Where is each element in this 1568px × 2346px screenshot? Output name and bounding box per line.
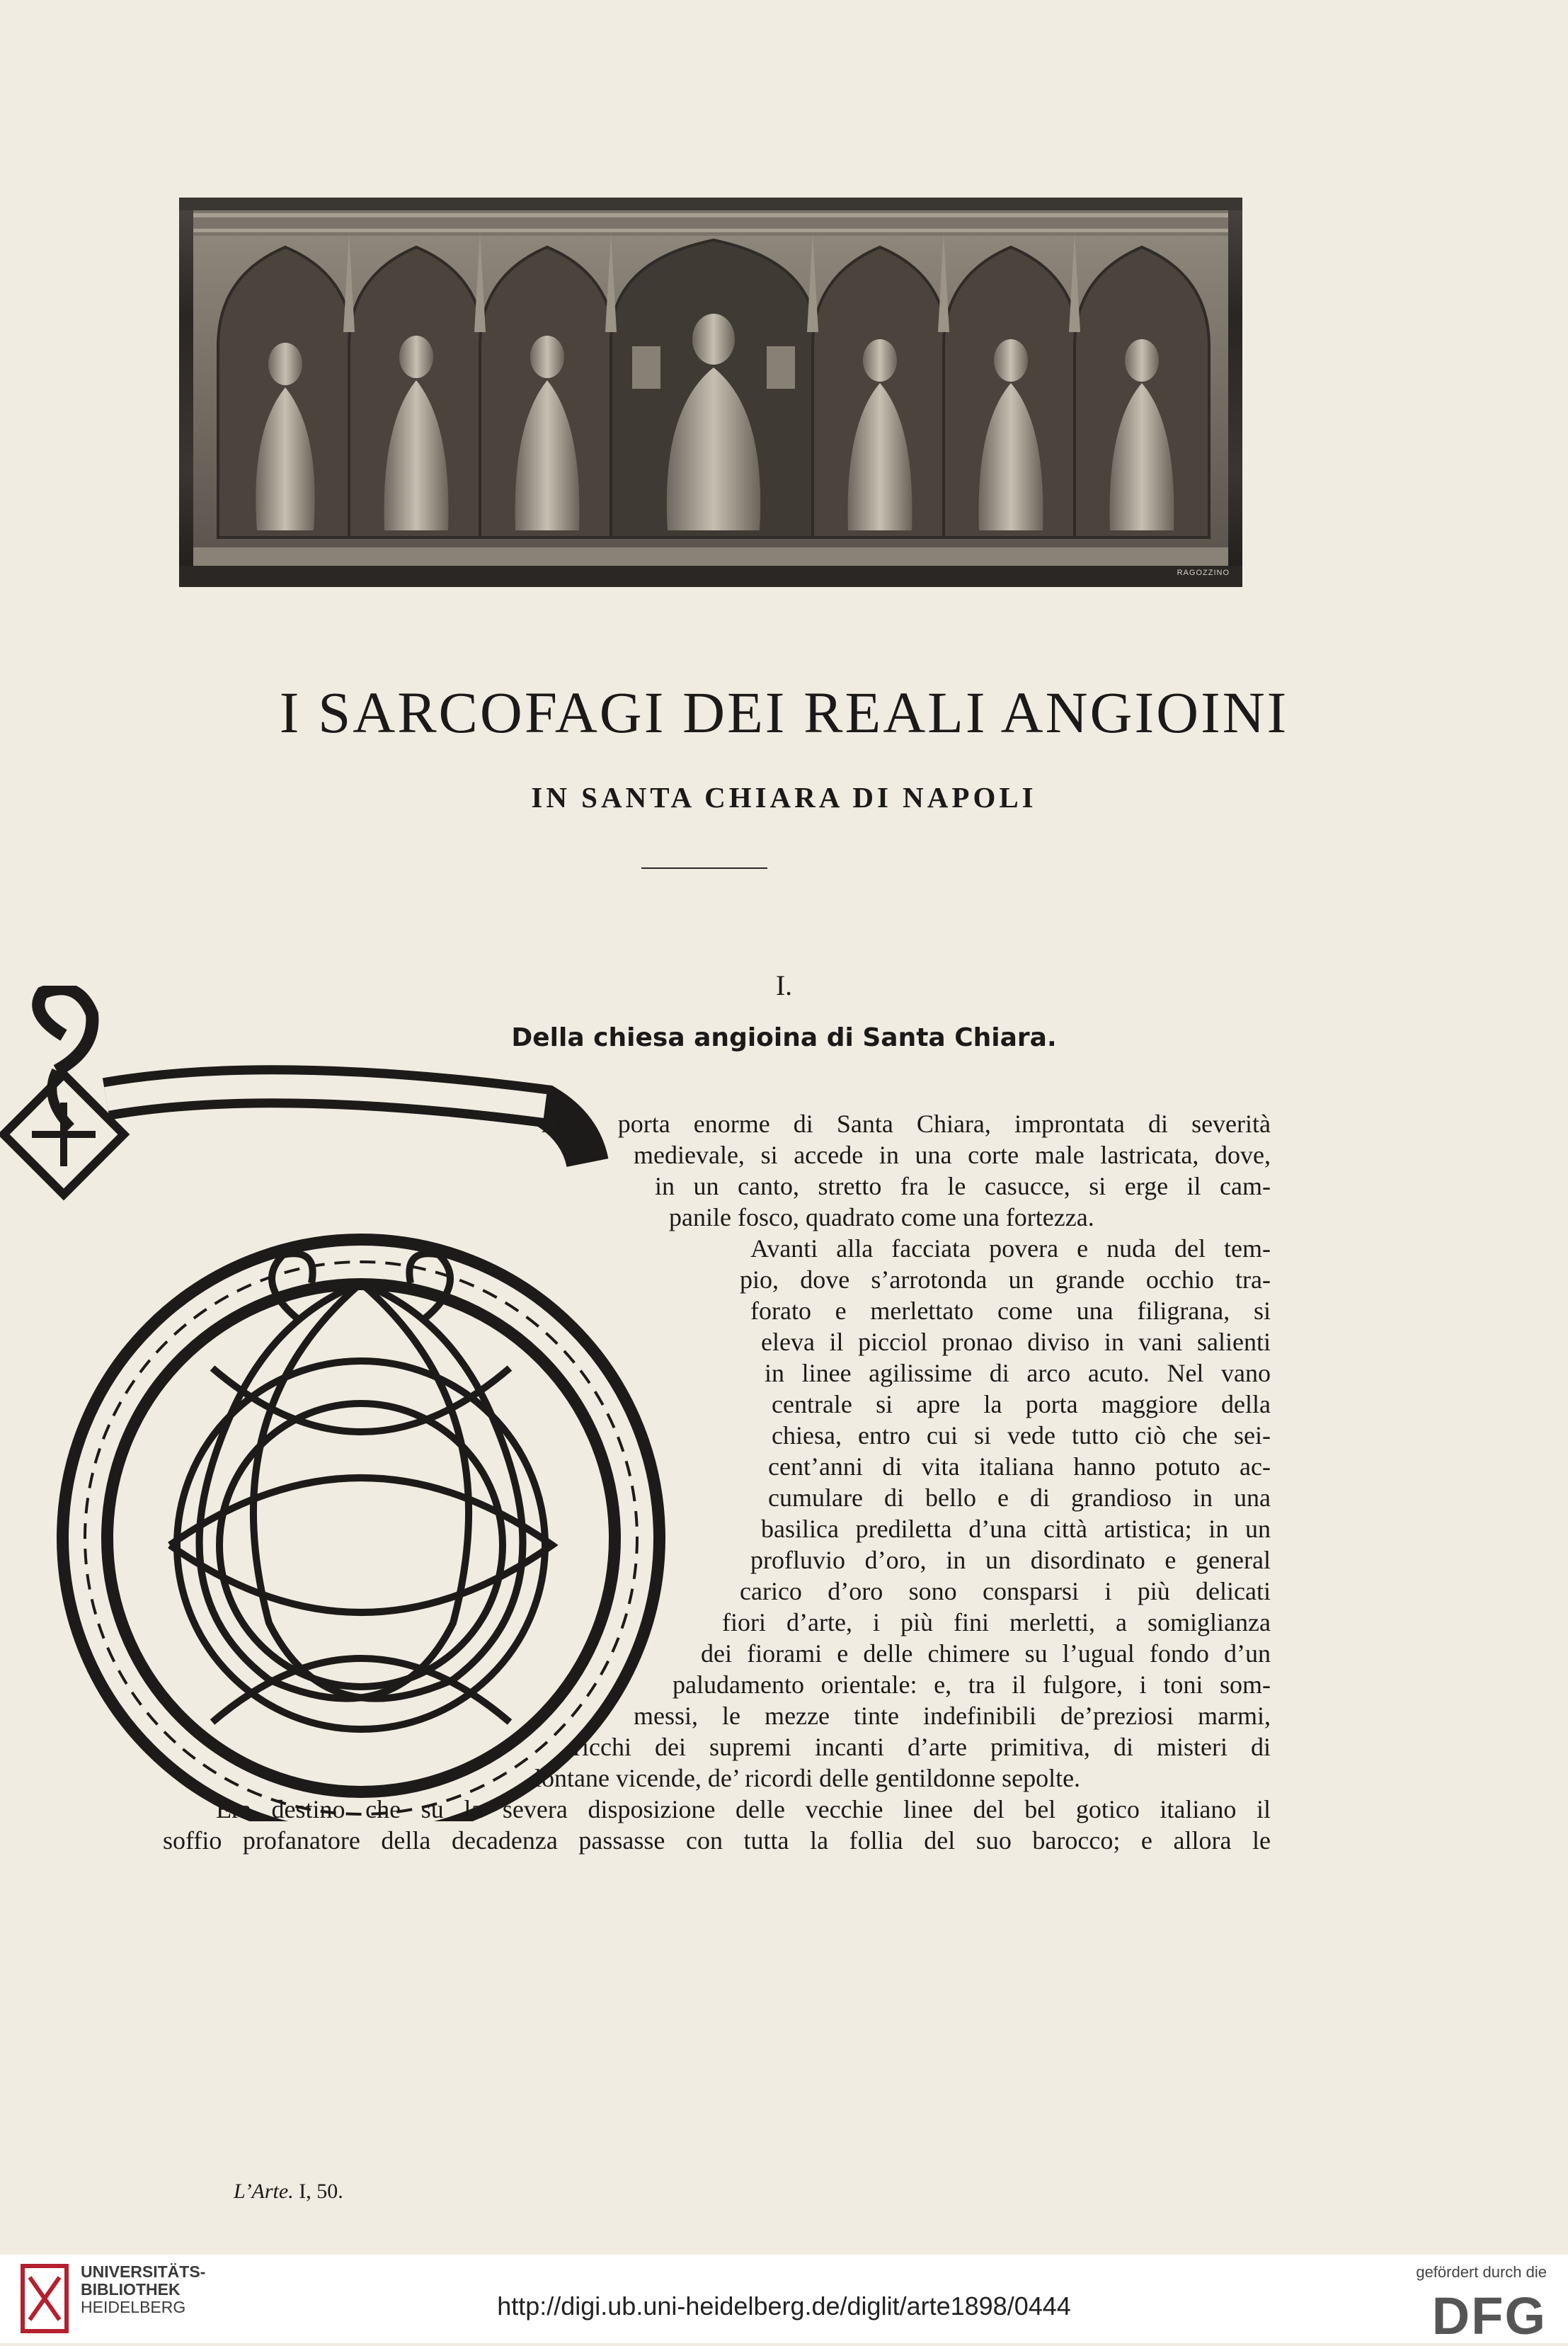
sarcophagus-frieze-photo <box>179 198 1242 587</box>
body-line: panile fosco, quadrato come una fortezza. <box>669 1203 1094 1231</box>
body-line: pio, dove s’arrotonda un grande occhio tra- <box>740 1265 1271 1294</box>
digitization-footer <box>0 2255 1568 2343</box>
body-line: dei fiorami e delle chimere su l’ugual fondo d’un <box>701 1639 1271 1668</box>
dfg-logo[interactable]: DFG <box>1431 2287 1547 2345</box>
funding-note: gefördert durch die <box>1416 2263 1547 2281</box>
section-number: I. <box>775 969 793 1001</box>
library-name-line: HEIDELBERG <box>81 2298 186 2316</box>
body-line: profluvio d’oro, in un disordinato e general <box>750 1546 1271 1574</box>
library-name-line: BIBLIOTHEK <box>81 2280 181 2299</box>
body-line: soffio profanatore della decadenza passasse con tutta la follia del suo barocco; e allora le <box>163 1826 1271 1855</box>
body-line: centrale si apre la porta maggiore della <box>772 1390 1271 1418</box>
journal-reference: L’Arte. I, 50. <box>234 2180 343 2203</box>
body-line: messi, le mezze tinte indefinibili de’preziosi marmi, <box>634 1702 1271 1730</box>
library-name-line: UNIVERSITÄTS- <box>81 2262 206 2281</box>
body-line: cumulare di bello e di grandioso in una <box>768 1484 1271 1512</box>
photo-credit: RAGOZZINO <box>1177 569 1230 577</box>
body-line: chiesa, entro cui si vede tutto ciò che sei- <box>772 1421 1271 1450</box>
body-line: carico d’oro sono consparsi i più delicati <box>740 1577 1271 1605</box>
body-line: ricchi dei supremi incanti d’arte primitiva, di misteri di <box>573 1733 1271 1761</box>
body-line: medievale, si accede in una corte male lastricata, dove, <box>634 1141 1271 1169</box>
article-title: I SARCOFAGI DEI REALI ANGIOINI <box>279 680 1289 745</box>
body-line: forato e merlettato come una filigrana, si <box>750 1297 1271 1325</box>
frieze-relief-drawing <box>179 198 1242 587</box>
body-line-1: alla porta enorme di Santa Chiara, improntata di severità <box>542 1110 1271 1138</box>
body-line: Era destino che su la severa disposizione delle vecchie linee del bel gotico italiano il <box>216 1795 1271 1823</box>
permalink-url[interactable]: http://digi.ub.uni-heidelberg.de/diglit/arte1898/0444 <box>497 2291 1071 2321</box>
body-line: cent’anni di vita italiana hanno potuto ac- <box>768 1452 1271 1481</box>
title-divider <box>641 867 767 869</box>
body-line: basilica prediletta d’una città artistica; in un <box>761 1515 1271 1543</box>
body-line: fiori d’arte, i più fini merletti, a somiglianza <box>722 1608 1271 1636</box>
body-line: lontane vicende, de’ ricordi delle gentildonne sepolte. <box>534 1764 1081 1792</box>
lead-word: alla <box>542 1110 595 1138</box>
body-line: Avanti alla facciata povera e nuda del tem- <box>750 1234 1271 1263</box>
body-line: in linee agilissime di arco acuto. Nel vano <box>765 1359 1271 1387</box>
section-heading: Della chiesa angioina di Santa Chiara. <box>511 1023 1057 1052</box>
body-line: in un canto, stretto fra le casucce, si erge il cam- <box>655 1172 1271 1200</box>
body-line: eleva il picciol pronao diviso in vani salienti <box>761 1328 1271 1356</box>
article-subtitle: IN SANTA CHIARA DI NAPOLI <box>531 781 1037 814</box>
body-line: paludamento orientale: e, tra il fulgore, i toni som- <box>673 1670 1271 1699</box>
